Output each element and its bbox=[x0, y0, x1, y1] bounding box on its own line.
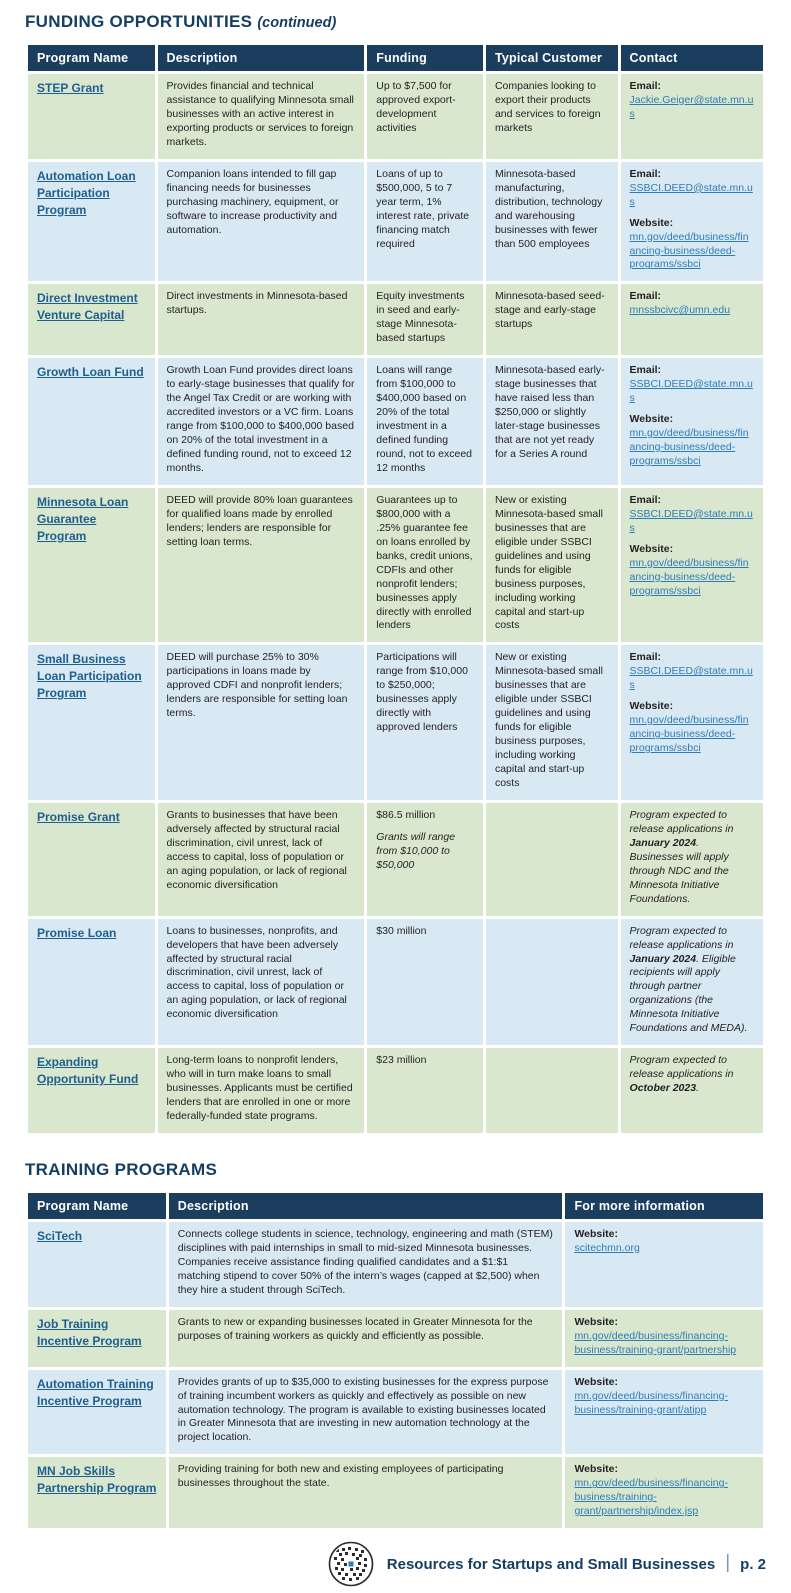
funding-column-header: Program Name bbox=[28, 45, 155, 71]
training-section-title: TRAINING PROGRAMS bbox=[25, 1160, 218, 1179]
email-link[interactable]: SSBCI.DEED@state.mn.us bbox=[629, 507, 753, 534]
email-line bbox=[630, 182, 754, 210]
website-link[interactable]: scitechmn.org bbox=[574, 1241, 640, 1254]
contact-cell bbox=[621, 919, 763, 1046]
funding-cell bbox=[367, 488, 483, 643]
typical-customer-cell bbox=[486, 1048, 618, 1133]
website-link[interactable]: mn.gov/deed/business/financing-business/deed-programs/ssbci bbox=[629, 230, 749, 271]
funding-cell bbox=[367, 162, 483, 282]
typical-customer-cell: Minnesota-based manufacturing, distribution, technology and warehousing businesses with fewer than 500 employees bbox=[486, 162, 618, 282]
contact-cell bbox=[621, 645, 763, 800]
program-link[interactable]: Growth Loan Fund bbox=[37, 365, 144, 380]
website-link[interactable]: mn.gov/deed/business/financing-business/deed-programs/ssbci bbox=[629, 714, 749, 755]
program-link[interactable]: STEP Grant bbox=[37, 81, 104, 95]
funding-note: Grants will range from $10,000 to $50,000 bbox=[376, 830, 456, 871]
typical-customer-cell: New or existing Minnesota-based small businesses that are eligible under SSBCI guidelines and using funds for eligible business purposes, including working capital and start-up costs bbox=[486, 488, 618, 643]
training-column-header: Program Name bbox=[28, 1193, 166, 1219]
more-information-cell bbox=[565, 1310, 763, 1367]
note-segment: January 2024 bbox=[629, 836, 697, 849]
table-row bbox=[28, 803, 763, 916]
website-label: Website: bbox=[574, 1228, 619, 1240]
funding-amount: Guarantees up to $800,000 with a .25% guarantee fee on loans enrolled by banks, credit unions, CDFIs and other nonprofit lenders; businesses apply directly with enrolled lenders bbox=[376, 493, 473, 632]
page-title-continued: (continued) bbox=[257, 15, 337, 31]
email-link[interactable]: SSBCI.DEED@state.mn.us bbox=[629, 181, 753, 208]
program-name-cell bbox=[28, 1048, 155, 1133]
website-label: Website: bbox=[574, 1375, 619, 1388]
typical-customer-cell bbox=[486, 803, 618, 916]
training-table-body bbox=[28, 1222, 763, 1528]
contact-cell bbox=[621, 284, 763, 355]
description-cell: DEED will purchase 25% to 30% participations in loans made by approved CDFI and nonprofit lenders; lenders are responsible for setting loan terms. bbox=[158, 645, 365, 800]
note-segment: . Businesses will apply through NDC and the Minnesota Initiative Foundations. bbox=[629, 836, 729, 905]
website-line bbox=[574, 1330, 754, 1358]
funding-amount: Loans will range from $100,000 to $400,000 based on 20% of the total investment in a defined funding round, not to exceed 12 months bbox=[376, 364, 473, 474]
note-segment: . bbox=[696, 1082, 699, 1095]
description-cell: DEED will provide 80% loan guarantees for qualified loans made by enrolled lenders; lenders are responsible for setting loan terms. bbox=[158, 488, 365, 643]
note-segment: January 2024 bbox=[629, 952, 697, 965]
typical-customer-cell: Minnesota-based early-stage businesses that have raised less than $250,000 or slightly later-stage businesses that are not yet ready for a Series A round bbox=[486, 358, 618, 485]
funding-cell bbox=[367, 284, 483, 355]
program-link[interactable]: Expanding Opportunity Fund bbox=[37, 1055, 139, 1087]
note-segment: Program expected to release applications in bbox=[629, 924, 734, 951]
description-cell: Provides grants of up to $35,000 to existing businesses for the express purpose of training incumbent workers as quickly and effectively as possible on new automation technology. The program is available to existing businesses located in Greater Minnesota that are investing in new automation technology at the project location. bbox=[169, 1370, 563, 1455]
more-information-cell bbox=[565, 1370, 763, 1455]
page-title-text: FUNDING OPPORTUNITIES bbox=[25, 12, 253, 31]
program-name-cell bbox=[28, 358, 155, 485]
email-label: Email: bbox=[629, 80, 662, 92]
program-link[interactable]: MN Job Skills Partnership Program bbox=[37, 1464, 157, 1496]
funding-amount: Equity investments in seed and early-stage Minnesota-based startups bbox=[376, 290, 465, 345]
program-name-cell bbox=[28, 1310, 166, 1367]
footer-text bbox=[387, 1553, 766, 1575]
website-link[interactable]: mn.gov/deed/business/financing-business/training-grant/atipp bbox=[574, 1389, 728, 1416]
website-line bbox=[630, 231, 754, 273]
description-cell: Companion loans intended to fill gap financing needs for businesses purchasing machinery, equipment, or software to increase productivity and automation. bbox=[158, 162, 365, 282]
table-row bbox=[28, 74, 763, 159]
table-row bbox=[28, 1310, 763, 1367]
funding-cell bbox=[367, 803, 483, 916]
website-line bbox=[630, 427, 754, 469]
training-table bbox=[25, 1190, 766, 1531]
website-line bbox=[574, 1242, 754, 1256]
program-name-cell bbox=[28, 1370, 166, 1455]
funding-amount: Loans of up to $500,000, 5 to 7 year term, 1% interest rate, private financing match required bbox=[376, 167, 470, 250]
website-label: Website: bbox=[629, 216, 674, 229]
website-link[interactable]: mn.gov/deed/business/financing-business/deed-programs/ssbci bbox=[629, 556, 749, 597]
contact-cell bbox=[621, 74, 763, 159]
email-line bbox=[630, 378, 754, 406]
program-name-cell bbox=[28, 284, 155, 355]
training-header-row bbox=[28, 1193, 763, 1219]
training-column-header: For more information bbox=[565, 1193, 763, 1219]
funding-table-header bbox=[28, 45, 763, 71]
training-column-header: Description bbox=[169, 1193, 563, 1219]
qr-code-icon bbox=[328, 1541, 374, 1587]
program-link[interactable]: Automation Training Incentive Program bbox=[37, 1376, 154, 1408]
email-label: Email: bbox=[629, 651, 662, 664]
contact-cell bbox=[621, 1048, 763, 1133]
email-link[interactable]: SSBCI.DEED@state.mn.us bbox=[629, 665, 753, 692]
website-label: Website: bbox=[574, 1315, 619, 1328]
table-row bbox=[28, 1048, 763, 1133]
website-line bbox=[630, 714, 754, 756]
website-label: Website: bbox=[629, 542, 674, 555]
description-cell: Connects college students in science, technology, engineering and math (STEM) disciplines with paid internships in small to mid-sized Minnesota businesses. Companies receive assistance finding qualified candidates and a $1:$1 matching stipend to cover 50% of the intern’s wages (capped at $2,500) when they hire a student through SciTech. bbox=[169, 1222, 563, 1307]
email-line bbox=[630, 508, 754, 536]
table-row bbox=[28, 1457, 763, 1528]
contact-note bbox=[630, 925, 754, 1037]
table-row bbox=[28, 1222, 763, 1307]
footer-page-number: p. 2 bbox=[740, 1555, 766, 1573]
email-line bbox=[630, 94, 754, 122]
funding-header-row bbox=[28, 45, 763, 71]
program-name-cell bbox=[28, 488, 155, 643]
description-cell: Provides financial and technical assistance to qualifying Minnesota small businesses with an active interest in exporting products or services to foreign markets. bbox=[158, 74, 365, 159]
training-table-header bbox=[28, 1193, 763, 1219]
page-title bbox=[25, 12, 766, 32]
typical-customer-cell: Minnesota-based seed-stage and early-stage startups bbox=[486, 284, 618, 355]
website-line bbox=[574, 1390, 754, 1418]
email-link[interactable]: SSBCI.DEED@state.mn.us bbox=[629, 378, 753, 405]
program-link[interactable]: Job Training Incentive Program bbox=[37, 1316, 142, 1348]
typical-customer-cell bbox=[486, 919, 618, 1046]
note-segment: . Eligible recipients will apply through partner organizations (the Minnesota Initiative Foundations and MEDA). bbox=[629, 952, 748, 1035]
funding-cell bbox=[367, 645, 483, 800]
footer-separator: | bbox=[725, 1552, 731, 1574]
note-segment: Program expected to release applications in bbox=[629, 808, 734, 835]
typical-customer-cell: Companies looking to export their products and services to foreign markets bbox=[486, 74, 618, 159]
website-label: Website: bbox=[629, 700, 674, 713]
funding-cell bbox=[367, 1048, 483, 1133]
funding-cell bbox=[367, 358, 483, 485]
page-footer bbox=[25, 1531, 766, 1587]
program-name-cell bbox=[28, 645, 155, 800]
table-row bbox=[28, 645, 763, 800]
funding-amount: $30 million bbox=[376, 924, 427, 937]
program-name-cell bbox=[28, 1457, 166, 1528]
email-line bbox=[630, 304, 754, 318]
description-cell: Long-term loans to nonprofit lenders, who will in turn make loans to small businesses. Applicants must be certified lenders that are enrolled in one or more federally-funded state programs. bbox=[158, 1048, 365, 1133]
email-line bbox=[630, 665, 754, 693]
website-link[interactable]: mn.gov/deed/business/financing-business/deed-programs/ssbci bbox=[629, 427, 749, 467]
funding-column-header: Description bbox=[158, 45, 365, 71]
description-cell: Loans to businesses, nonprofits, and developers that have been adversely affected by structural racial discrimination, civil unrest, lack of access to capital, loss of population or an aging population, or lack of regional economic diversification bbox=[158, 919, 365, 1046]
program-name-cell bbox=[28, 803, 155, 916]
note-segment: October 2023 bbox=[629, 1082, 697, 1095]
funding-table-body bbox=[28, 74, 763, 1133]
footer-title: Resources for Startups and Small Businesses bbox=[386, 1555, 716, 1573]
funding-amount: $23 million bbox=[376, 1054, 427, 1067]
contact-cell bbox=[621, 358, 763, 485]
email-label: Email: bbox=[629, 167, 662, 180]
funding-column-header: Contact bbox=[621, 45, 763, 71]
description-cell: Growth Loan Fund provides direct loans to early-stage businesses that qualify for the Angel Tax Credit or are working with accredited investors or a VC firm. Loans range from $100,000 to $400,000 based on 20% of the total investment in a defined funding round, not to exceed 12 months. bbox=[158, 358, 365, 485]
program-name-cell bbox=[28, 919, 155, 1046]
table-row bbox=[28, 488, 763, 643]
table-row bbox=[28, 162, 763, 282]
program-link[interactable]: Promise Loan bbox=[37, 925, 117, 940]
program-name-cell bbox=[28, 74, 155, 159]
program-link[interactable]: SciTech bbox=[37, 1229, 83, 1243]
table-row bbox=[28, 919, 763, 1046]
program-link[interactable]: Small Business Loan Participation Program bbox=[37, 652, 142, 701]
program-name-cell bbox=[28, 162, 155, 282]
website-label: Website: bbox=[629, 413, 674, 426]
program-link[interactable]: Automation Loan Participation Program bbox=[37, 168, 136, 217]
website-link[interactable]: mn.gov/deed/business/financing-business/training-grant/partnership/index.jsp bbox=[574, 1477, 728, 1518]
contact-cell bbox=[621, 162, 763, 282]
funding-column-header: Typical Customer bbox=[486, 45, 618, 71]
website-link[interactable]: mn.gov/deed/business/financing-business/training-grant/partnership bbox=[574, 1329, 737, 1356]
description-cell: Providing training for both new and existing employees of participating businesses throughout the state. bbox=[169, 1457, 563, 1528]
more-information-cell bbox=[565, 1457, 763, 1528]
table-row bbox=[28, 284, 763, 355]
email-label: Email: bbox=[629, 493, 662, 506]
contact-note bbox=[630, 1054, 754, 1096]
program-name-cell bbox=[28, 1222, 166, 1307]
program-link[interactable]: Promise Grant bbox=[37, 809, 120, 824]
more-information-cell bbox=[565, 1222, 763, 1307]
contact-cell bbox=[621, 488, 763, 643]
email-label: Email: bbox=[629, 364, 662, 377]
contact-cell bbox=[621, 803, 763, 916]
description-cell: Grants to businesses that have been adversely affected by structural racial discrimination, civil unrest, lack of access to capital, loss of population or an aging population, or lack of regional economic diversification bbox=[158, 803, 365, 916]
email-label: Email: bbox=[629, 290, 662, 303]
program-link[interactable]: Direct Investment Venture Capital bbox=[37, 291, 138, 323]
typical-customer-cell: New or existing Minnesota-based small businesses that are eligible under SSBCI guidelines and using funds for eligible business purposes, including working capital and start-up costs bbox=[486, 645, 618, 800]
website-label: Website: bbox=[574, 1463, 619, 1476]
website-line bbox=[574, 1477, 754, 1519]
table-row bbox=[28, 358, 763, 485]
funding-amount: Up to $7,500 for approved export-development activities bbox=[376, 80, 456, 134]
email-link[interactable]: mnssbcivc@umn.edu bbox=[629, 304, 731, 317]
funding-amount: Participations will range from $10,000 to $250,000; businesses apply directly with approved lenders bbox=[376, 651, 468, 734]
table-row bbox=[28, 1370, 763, 1455]
email-link[interactable]: Jackie.Geiger@state.mn.us bbox=[629, 93, 754, 120]
funding-column-header: Funding bbox=[367, 45, 483, 71]
description-cell: Grants to new or expanding businesses located in Greater Minnesota for the purposes of training workers as quickly and efficiently as possible. bbox=[169, 1310, 563, 1367]
funding-cell bbox=[367, 919, 483, 1046]
website-line bbox=[630, 557, 754, 599]
note-segment: Program expected to release applications in bbox=[629, 1054, 734, 1081]
funding-cell bbox=[367, 74, 483, 159]
description-cell: Direct investments in Minnesota-based startups. bbox=[158, 284, 365, 355]
contact-note bbox=[630, 809, 754, 907]
funding-table bbox=[25, 42, 766, 1136]
funding-amount: $86.5 million bbox=[376, 808, 436, 821]
program-link[interactable]: Minnesota Loan Guarantee Program bbox=[37, 494, 129, 543]
